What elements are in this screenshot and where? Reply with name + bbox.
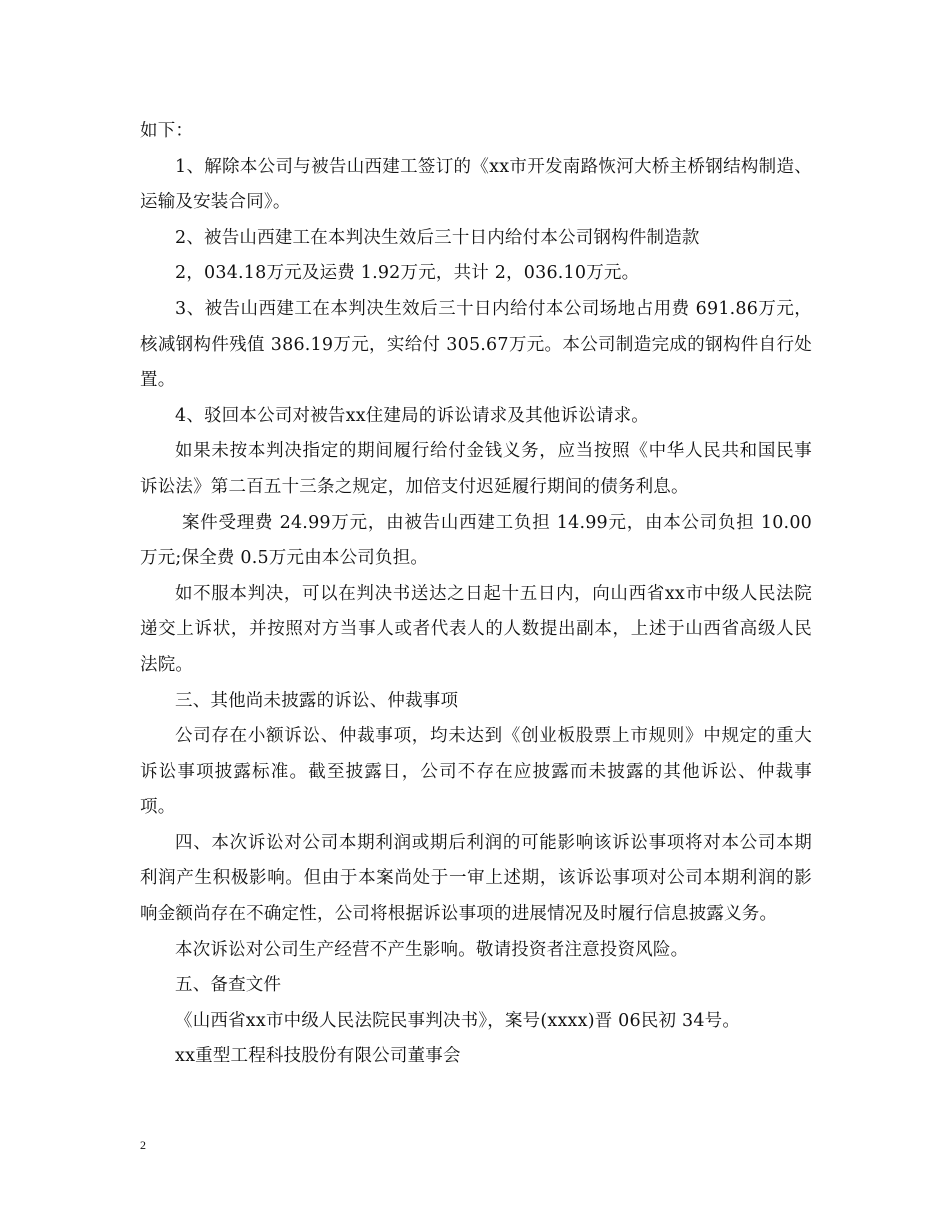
section-heading-5: 五、备查文件 <box>175 975 282 996</box>
paragraph-fees: 案件受理费 24.99万元，由被告山西建工负担 14.99元，由本公司负担 10.00万元;保全费 0.5万元由本公司负担。 <box>140 512 812 569</box>
paragraph-other-litigation: 公司存在小额诉讼、仲裁事项，均未达到《创业板股票上市规则》中规定的重大诉讼事项披露标准。截至披露日，公司不存在应披露而未披露的其他诉讼、仲裁事项。 <box>140 726 812 818</box>
paragraph-risk-notice: 本次诉讼对公司生产经营不产生影响。敬请投资者注意投资风险。 <box>175 939 689 960</box>
paragraph-item-2-amount: 2，034.18万元及运费 1.92万元，共计 2，036.10万元。 <box>175 263 640 284</box>
paragraph-profit-impact: 四、本次诉讼对公司本期利润或期后利润的可能影响该诉讼事项将对本公司本期利润产生积极影响。但由于本案尚处于一审上述期，该诉讼事项对公司本期利润的影响金额尚存在不确定性，公司将根据诉讼事项的进展情况及时履行信息披露义务。 <box>140 832 812 925</box>
section-heading-3: 三、其他尚未披露的诉讼、仲裁事项 <box>175 690 459 711</box>
paragraph-intro: 如下： <box>140 121 194 141</box>
paragraph-reference-document: 《山西省xx市中级人民法院民事判决书》，案号(xxxx)晋 06民初 34号。 <box>175 1010 741 1031</box>
paragraph-item-3: 3、被告山西建工在本判决生效后三十日内给付本公司场地占用费 691.86万元，核减钢构件残值 386.19万元，实给付 305.67万元。本公司制造完成的钢构件自行处置。 <box>140 298 812 391</box>
paragraph-interest: 如果未按本判决指定的期间履行给付金钱义务，应当按照《中华人民共和国民事诉讼法》第二百五十三条之规定，加倍支付迟延履行期间的债务利息。 <box>140 441 812 497</box>
paragraph-item-4: 4、驳回本公司对被告xx住建局的诉讼请求及其他诉讼请求。 <box>175 405 649 426</box>
page-number: 2 <box>140 1138 146 1152</box>
paragraph-appeal: 如不服本判决，可以在判决书送达之日起十五日内，向山西省xx市中级人民法院递交上诉状，并按照对方当事人或者代表人的人数提出副本，上述于山西省高级人民法院。 <box>140 583 812 675</box>
paragraph-signature: xx重型工程科技股份有限公司董事会 <box>175 1046 461 1067</box>
paragraph-item-1: 1、解除本公司与被告山西建工签订的《xx市开发南路恢河大桥主桥钢结构制造、运输及安装合同》。 <box>140 156 812 213</box>
document-body <box>140 114 812 1075</box>
paragraph-item-2: 2、被告山西建工在本判决生效后三十日内给付本公司钢构件制造款 <box>175 227 700 248</box>
